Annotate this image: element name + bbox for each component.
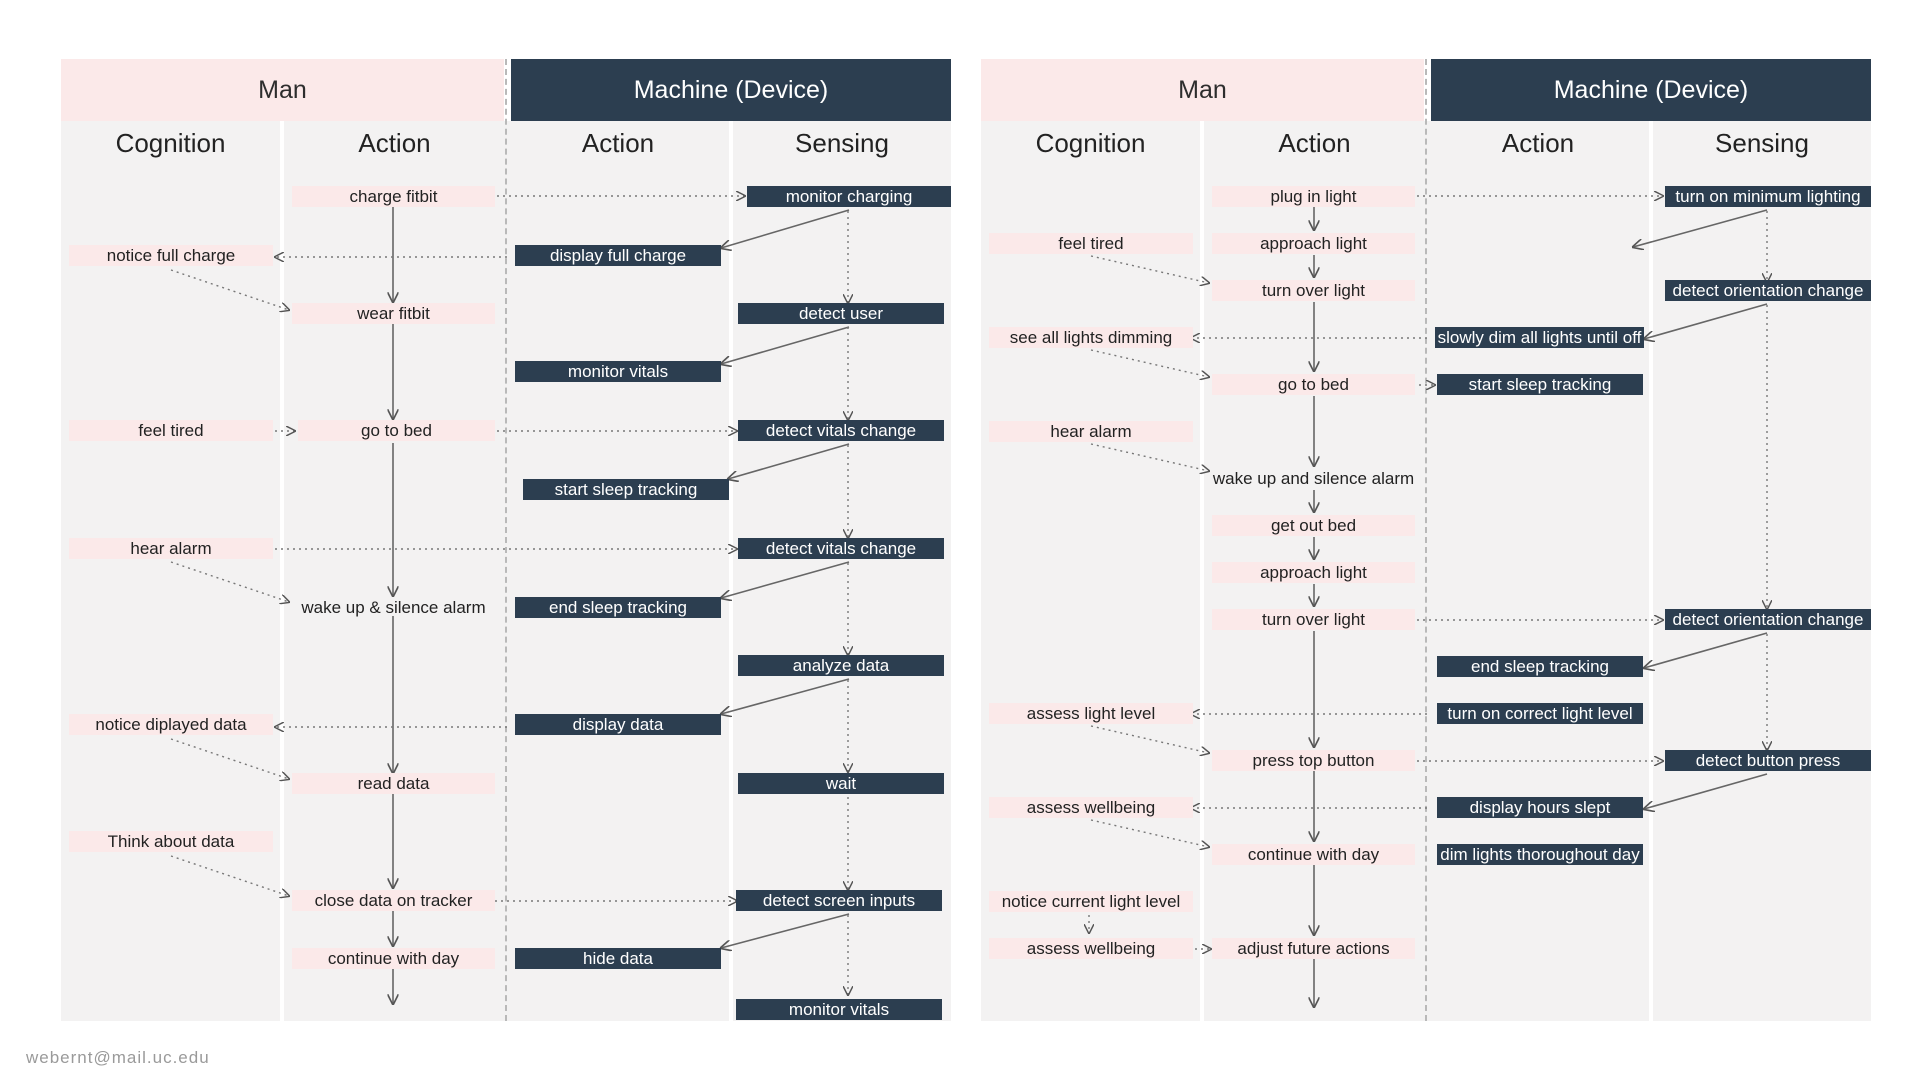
box-turn-over-light: turn over light <box>1212 280 1415 301</box>
col-machine-action: Action <box>581 127 655 158</box>
box-dim-lights-throughout-day: dim lights thoroughout day <box>1437 844 1643 865</box>
box-continue-with-day: continue with day <box>292 948 495 969</box>
man-header: Man <box>61 59 504 121</box>
diagram-panel-fitbit <box>61 59 951 1021</box>
col-man-action: Action <box>358 127 431 158</box>
box-approach-light: approach light <box>1212 233 1415 254</box>
box-wake-up: wake up & silence alarm <box>301 598 486 617</box>
box-go-to-bed: go to bed <box>1212 374 1415 395</box>
box-detect-vitals-change-2: detect vitals change <box>738 538 944 559</box>
col-machine-action: Action <box>1501 127 1575 158</box>
box-see-lights-dimming: see all lights dimming <box>989 327 1193 348</box>
box-notice-displayed-data: notice diplayed data <box>69 714 273 735</box>
col-cognition: Cognition <box>1035 127 1146 158</box>
box-notice-current-light: notice current light level <box>989 891 1193 912</box>
box-adjust-future-actions: adjust future actions <box>1212 938 1415 959</box>
box-start-sleep-tracking: start sleep tracking <box>1437 374 1643 395</box>
box-feel-tired: feel tired <box>989 233 1193 254</box>
box-end-sleep-tracking: end sleep tracking <box>1437 656 1643 677</box>
box-display-data: display data <box>515 714 721 735</box>
box-assess-wellbeing-2: assess wellbeing <box>989 938 1193 959</box>
box-wait: wait <box>738 773 944 794</box>
box-display-full-charge: display full charge <box>515 245 721 266</box>
box-assess-light-level: assess light level <box>989 703 1193 724</box>
col-sensing: Sensing <box>795 127 889 158</box>
box-hear-alarm: hear alarm <box>69 538 273 559</box>
box-monitor-charging: monitor charging <box>747 186 951 207</box>
box-detect-vitals-change: detect vitals change <box>738 420 944 441</box>
box-feel-tired: feel tired <box>69 420 273 441</box>
box-detect-orientation-change: detect orientation change <box>1665 280 1871 301</box>
box-turn-on-correct-light: turn on correct light level <box>1437 703 1643 724</box>
col-man-action: Action <box>1278 127 1351 158</box>
author-email: webernt@mail.uc.edu <box>26 1048 210 1067</box>
col-cognition: Cognition <box>115 127 226 158</box>
machine-header: Machine (Device) <box>1431 59 1871 121</box>
box-detect-button-press: detect button press <box>1665 750 1871 771</box>
box-continue-with-day: continue with day <box>1212 844 1415 865</box>
box-get-out-bed: get out bed <box>1212 515 1415 536</box>
box-wake-up: wake up and silence alarm <box>1212 469 1415 488</box>
box-plug-in-light: plug in light <box>1212 186 1415 207</box>
box-press-top-button: press top button <box>1212 750 1415 771</box>
box-detect-screen-inputs: detect screen inputs <box>736 890 942 911</box>
box-read-data: read data <box>292 773 495 794</box>
box-hide-data: hide data <box>515 948 721 969</box>
box-detect-user: detect user <box>738 303 944 324</box>
box-detect-orientation-change-2: detect orientation change <box>1665 609 1871 630</box>
box-slowly-dim-lights: slowly dim all lights until off <box>1435 327 1644 348</box>
box-charge-fitbit: charge fitbit <box>292 186 495 207</box>
box-approach-light-2: approach light <box>1212 562 1415 583</box>
box-wear-fitbit: wear fitbit <box>292 303 495 324</box>
machine-header: Machine (Device) <box>511 59 951 121</box>
box-notice-full-charge: notice full charge <box>69 245 273 266</box>
box-monitor-vitals-2: monitor vitals <box>736 999 942 1020</box>
box-turn-on-minimum-lighting: turn on minimum lighting <box>1665 186 1871 207</box>
box-analyze-data: analyze data <box>738 655 944 676</box>
box-display-hours-slept: display hours slept <box>1437 797 1643 818</box>
box-close-data: close data on tracker <box>292 890 495 911</box>
box-monitor-vitals: monitor vitals <box>515 361 721 382</box>
diagram-panel-light <box>981 59 1871 1021</box>
box-hear-alarm: hear alarm <box>989 421 1193 442</box>
man-header: Man <box>981 59 1424 121</box>
box-turn-over-light-2: turn over light <box>1212 609 1415 630</box>
box-go-to-bed: go to bed <box>298 420 495 441</box>
col-sensing: Sensing <box>1715 127 1809 158</box>
box-start-sleep-tracking: start sleep tracking <box>523 479 729 500</box>
box-think-about-data: Think about data <box>69 831 273 852</box>
box-assess-wellbeing: assess wellbeing <box>989 797 1193 818</box>
box-end-sleep-tracking: end sleep tracking <box>515 597 721 618</box>
